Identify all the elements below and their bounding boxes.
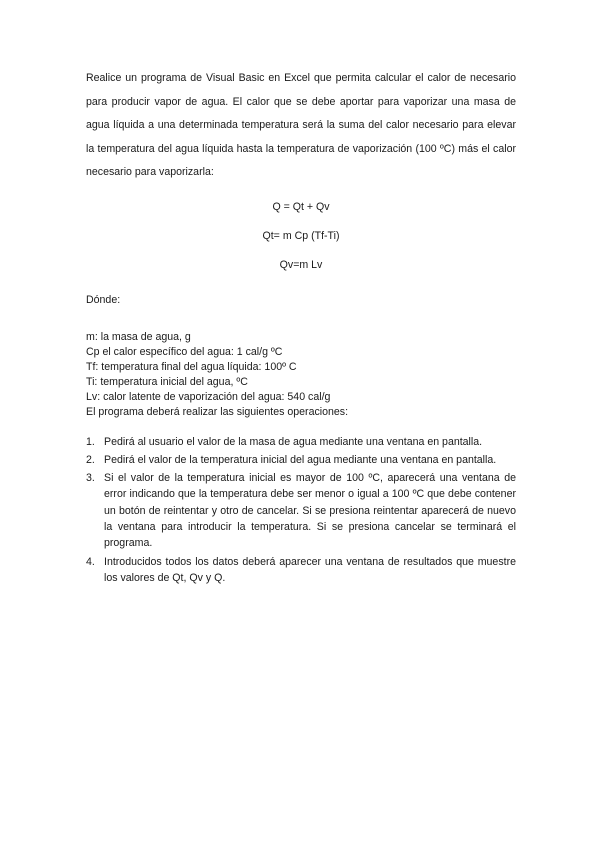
operation-item <box>86 434 516 450</box>
operation-number: 4. <box>86 555 95 568</box>
document-body <box>86 67 516 588</box>
definition-ti: Ti: temperatura inicial del agua, ºC <box>86 375 248 388</box>
operation-text: Introducidos todos los datos deberá aparecer una ventana de resultados que muestre los valores de Qt, Qv y Q. <box>104 555 516 584</box>
definition-mass: m: la masa de agua, g <box>86 330 191 343</box>
formula-total-heat: Q = Qt + Qv <box>272 200 330 213</box>
operation-number: 2. <box>86 453 95 466</box>
operation-number: 3. <box>86 472 95 485</box>
operation-item <box>86 554 516 587</box>
operation-item <box>86 452 516 468</box>
donde-heading: Dónde: <box>86 293 121 306</box>
operation-item <box>86 470 516 551</box>
definitions-list <box>86 330 516 420</box>
operations-list <box>86 434 516 587</box>
definition-cp: Cp el calor específico del agua: 1 cal/g ºC <box>86 345 283 358</box>
definition-tf: Tf: temperatura final del agua líquida: 100º C <box>86 360 297 373</box>
formula-qt: Qt= m Cp (Tf-Ti) <box>262 229 340 242</box>
operation-text: Pedirá al usuario el valor de la masa de agua mediante una ventana en pantalla. <box>104 435 483 448</box>
definition-lv: Lv: calor latente de vaporización del agua: 540 cal/g <box>86 390 331 403</box>
intro-paragraph: Realice un programa de Visual Basic en Excel que permita calcular el calor de necesario para producir vapor de agua. El calor que se debe aportar para vaporizar una masa de agua líquida a una determinada temperatura será la suma del calor necesario para elevar la temperatura del agua líquida hasta la temperatura de vaporización (100 ºC) más el calor necesario para vaporizarla: <box>86 72 516 178</box>
formula-qv: Qv=m Lv <box>279 258 323 271</box>
operation-text: Si el valor de la temperatura inicial es mayor de 100 ºC, aparecerá una ventana de error indicando que la temperatura debe ser menor o igual a 100 ºC que debe contener un botón de reintentar y otro de cancelar. Si se presiona reintentar aparecerá de nuevo la ventana para introducir la temperatura. Si se presiona cancelar se terminará el programa. <box>104 472 516 550</box>
operations-intro: El programa deberá realizar las siguientes operaciones: <box>86 405 349 418</box>
operation-number: 1. <box>86 435 95 448</box>
operation-text: Pedirá el valor de la temperatura inicial del agua mediante una ventana en pantalla. <box>104 453 497 466</box>
